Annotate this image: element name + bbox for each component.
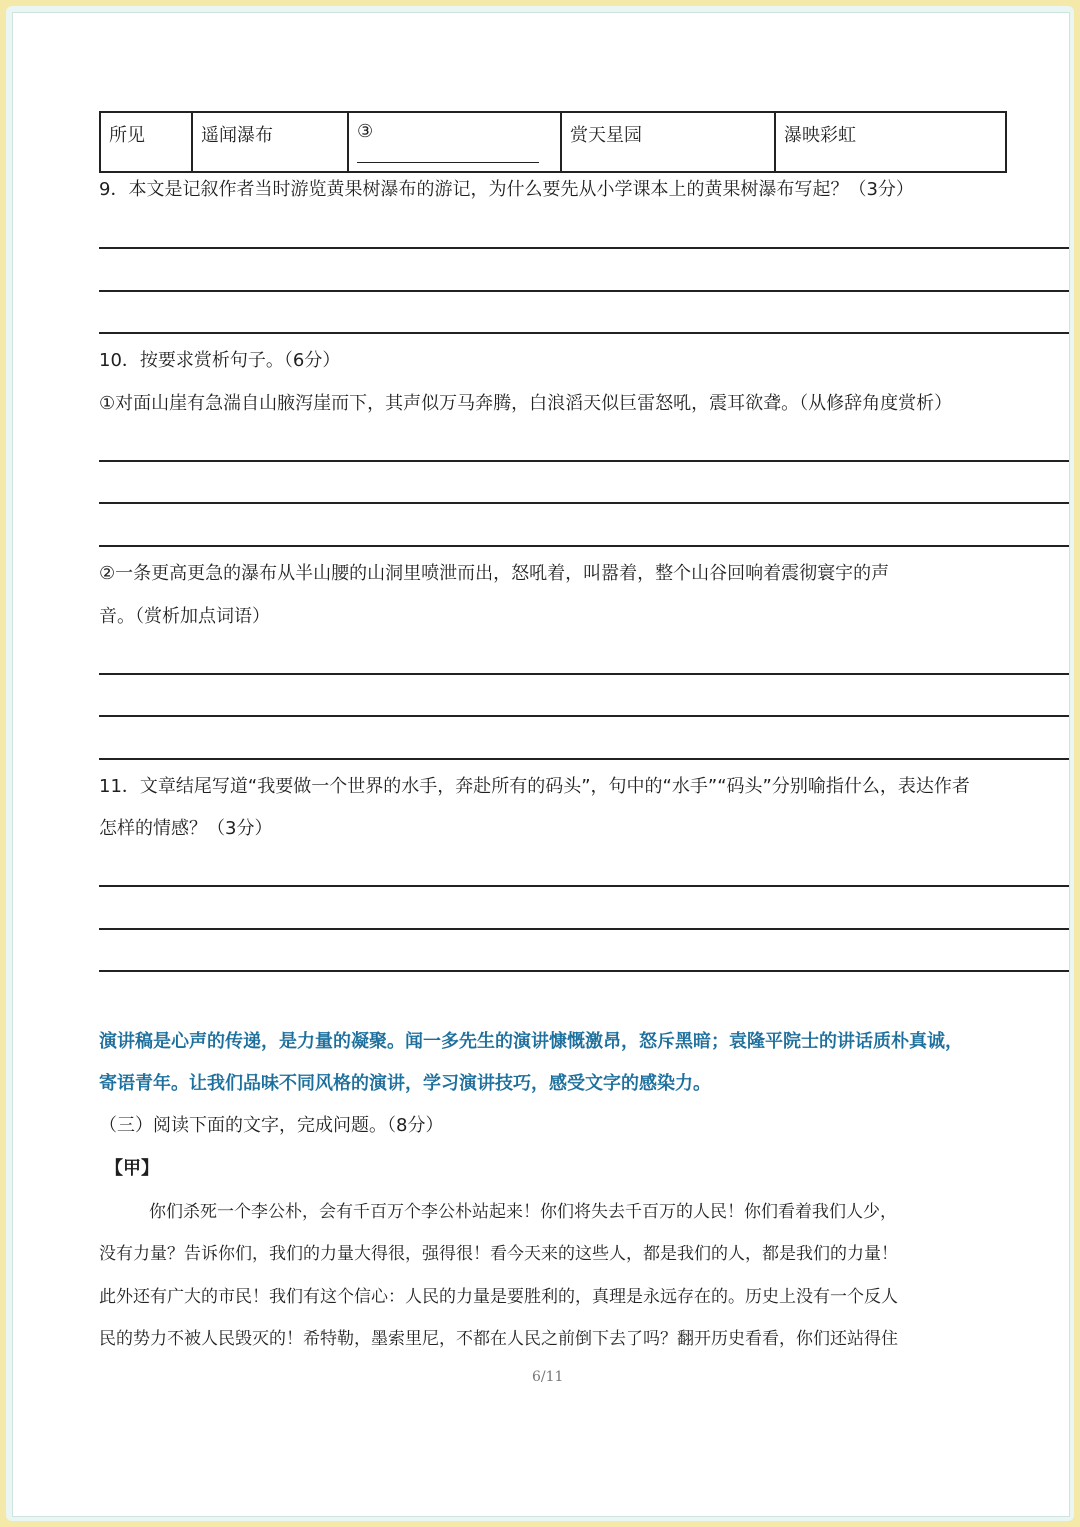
passage-line-3: 此外还有广大的市民！我们有这个信心：人民的力量是要胜利的，真理是永远存在的。历史上没有一个反人 [99, 1287, 898, 1307]
answer-line[interactable] [99, 247, 1069, 249]
table-cell: 瀑映彩虹 [775, 112, 1006, 172]
question-9: 9．本文是记叙作者当时游览黄果树瀑布的游记，为什么要先从小学课本上的黄果树瀑布写起？（3分） [99, 179, 914, 200]
table-cell: 赏天星园 [561, 112, 775, 172]
answer-line[interactable] [99, 885, 1069, 887]
fill-blank-line [357, 142, 539, 163]
question-10-part-1: ①对面山崖有急湍自山腋泻崖而下，其声似万马奔腾，白浪滔天似巨雷怒吼，震耳欲聋。（从修辞角度赏析） [99, 393, 953, 414]
table-cell-blank[interactable] [348, 112, 561, 172]
answer-line[interactable] [99, 928, 1069, 930]
answer-line[interactable] [99, 460, 1069, 462]
question-10: 10．按要求赏析句子。（6分） [99, 350, 341, 371]
answer-line[interactable] [99, 715, 1069, 717]
intro-text-line-2: 寄语青年。让我们品味不同风格的演讲，学习演讲技巧，感受文字的感染力。 [99, 1073, 711, 1094]
intro-text-line-1: 演讲稿是心声的传递，是力量的凝聚。闻一多先生的演讲慷慨激昂，怒斥黑暗；袁隆平院士的讲话质朴真诚， [99, 1031, 963, 1052]
passage-line-1: 你们杀死一个李公朴，会有千百万个李公朴站起来！你们将失去千百万的人民！你们看着我们人少， [149, 1202, 897, 1222]
answer-line[interactable] [99, 290, 1069, 292]
answer-line[interactable] [99, 758, 1069, 760]
section-heading: （三）阅读下面的文字，完成问题。（8分） [99, 1115, 444, 1136]
passage-label: 【甲】 [105, 1158, 159, 1179]
answer-line[interactable] [99, 332, 1069, 334]
question-10-part-2-line-2: 音。（赏析加点词语） [99, 606, 270, 627]
answer-line[interactable] [99, 502, 1069, 504]
summary-table [99, 111, 1007, 173]
blank-number: ③ [357, 121, 374, 142]
table-cell: 遥闻瀑布 [192, 112, 348, 172]
passage-line-2: 没有力量？告诉你们，我们的力量大得很，强得很！看今天来的这些人，都是我们的人，都是我们的力量！ [99, 1244, 898, 1264]
passage-line-4: 民的势力不被人民毁灭的！希特勒，墨索里尼，不都在人民之前倒下去了吗？翻开历史看看，你们还站得住 [99, 1329, 898, 1349]
answer-line[interactable] [99, 545, 1069, 547]
document-page [12, 12, 1070, 1517]
page-number: 6/11 [532, 1369, 564, 1385]
table-cell: 所见 [100, 112, 192, 172]
answer-line[interactable] [99, 673, 1069, 675]
question-10-part-2-line-1: ②一条更高更急的瀑布从半山腰的山洞里喷泄而出，怒吼着，叫嚣着，整个山谷回响着震彻寰宇的声 [99, 563, 890, 584]
question-11-line-1: 11．文章结尾写道“我要做一个世界的水手，奔赴所有的码头”，句中的“水手”“码头”分别喻指什么，表达作者 [99, 776, 970, 797]
answer-line[interactable] [99, 970, 1069, 972]
question-11-line-2: 怎样的情感？（3分） [99, 818, 273, 839]
table-row [100, 112, 1006, 172]
